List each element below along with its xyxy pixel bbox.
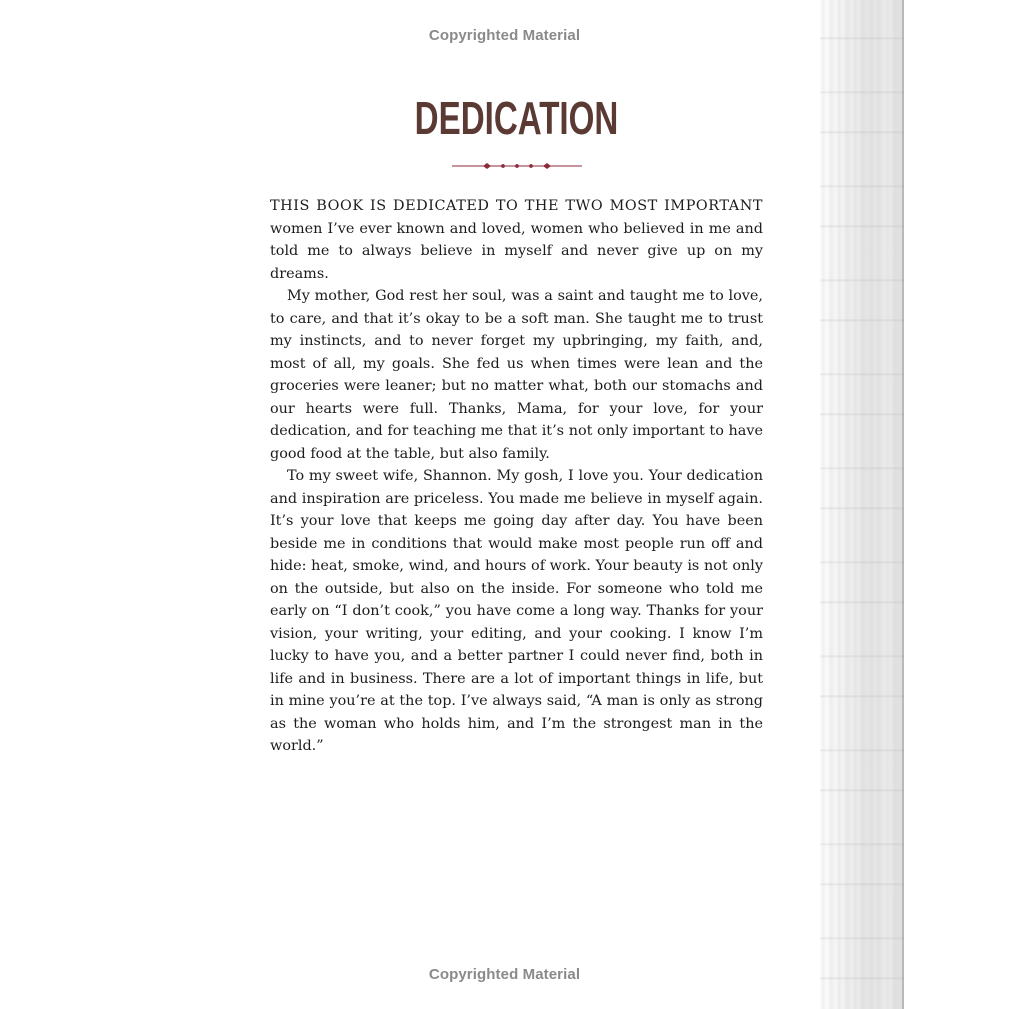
- paragraph-3: To my sweet wife, Shannon. My gosh, I love you. Your dedication and inspiration are priceless. You made me believe in myself again. It’s your love that keeps me going day after day. You have been beside me in conditions that would make most people run off and hide: heat, smoke, wind, and hours of work. Your beauty is not only on the outside, but also on the inside. For someone who told me early on “I don’t cook,” you have come a long way. Thanks for your vision, your writing, your editing, and your cooking. I know I’m lucky to have you, and a better partner I could never find, both in life and in business. There are a lot of important things in life, but in mine you’re at the top. I’ve always said, “A man is only as strong as the woman who holds him, and I’m the strongest man in the world.”: [270, 468, 763, 754]
- ornament-divider-icon: [452, 159, 582, 173]
- ornament-dot-3: [529, 164, 533, 168]
- ornament-diamond-right: [543, 163, 551, 169]
- paragraph-1-text: women I’ve ever known and loved, women who believed in me and told me to always believe in myself and never give up on my dreams.: [270, 220, 763, 282]
- paragraph-1-lead: THIS BOOK IS DEDICATED TO THE TWO MOST IMPORTANT: [270, 198, 763, 214]
- paragraph-1: [270, 195, 763, 285]
- ornament-dot-1: [501, 164, 505, 168]
- ornament-dot-2: [515, 164, 519, 168]
- watermark-top: Copyrighted Material: [428, 27, 581, 44]
- ornament-diamond-left: [483, 163, 491, 169]
- wood-edge-texture: [820, 0, 904, 1009]
- watermark-bottom: Copyrighted Material: [428, 966, 581, 983]
- paragraph-2: My mother, God rest her soul, was a saint and taught me to love, to care, and that it’s okay to be a soft man. She taught me to trust my instincts, and to never forget my upbringing, my faith, and, most of all, my goals. She fed us when times were lean and the groceries were leaner; but no matter what, both our stomachs and our hearts were full. Thanks, Mama, for your love, for your dedication, and for teaching me that it’s not only important to have good food at the table, but also family.: [270, 288, 763, 462]
- dedication-body: [270, 195, 763, 758]
- page-title: DEDICATION: [414, 92, 619, 144]
